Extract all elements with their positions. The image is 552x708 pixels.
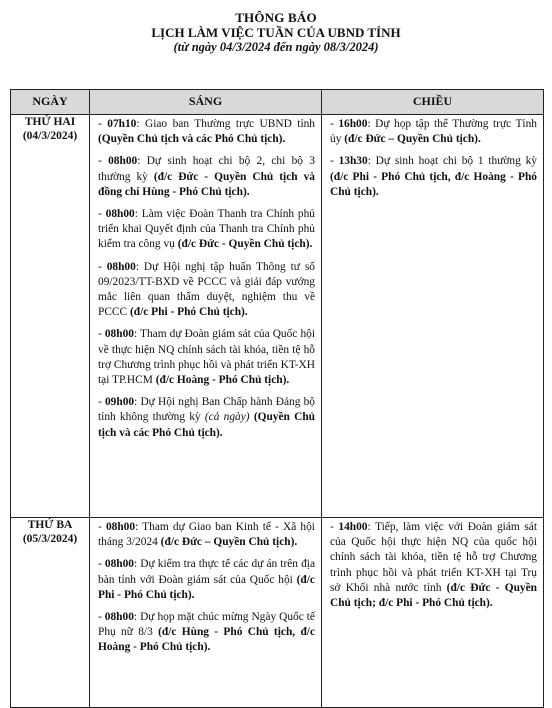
afternoon-cell xyxy=(322,518,544,708)
schedule-entry: - 08h00: Dự họp mặt chúc mừng Ngày Quốc tế Phụ nữ 8/3 (đ/c Hùng - Phó Chủ tịch, đ/c Hoàng - Phó Chủ tịch). xyxy=(98,611,315,654)
entry-text: Dự kiểm tra thực tế các dự án trên địa bàn tỉnh với Đoàn giám sát của Quốc hội xyxy=(98,558,315,586)
entry-time: 08h00 xyxy=(108,155,138,168)
column-header-day: NGÀY xyxy=(11,90,90,115)
table-row xyxy=(11,115,544,518)
schedule-entry: - 09h00: Dự Hội nghị Ban Chấp hành Đảng bộ tỉnh không thường kỳ (cả ngày) (Quyền Chủ tịch và các Phó Chủ tịch). xyxy=(98,396,315,439)
entry-attendees: (đ/c Hoàng - Phó Chủ tịch). xyxy=(155,374,290,387)
day-name: THỨ HAI xyxy=(24,116,76,128)
afternoon-cell xyxy=(322,115,544,518)
schedule-entry: - 07h10: Giao ban Thường trực UBND tỉnh (Quyền Chủ tịch và các Phó Chủ tịch). xyxy=(98,118,315,146)
day-name: THỨ BA xyxy=(27,519,73,531)
entry-time: 08h00 xyxy=(105,521,136,533)
entry-attendees: (Quyền Chủ tịch và các Phó Chủ tịch). xyxy=(98,133,286,146)
morning-cell xyxy=(90,518,322,708)
day-cell xyxy=(11,115,90,518)
column-header-afternoon: CHIỀU xyxy=(322,90,544,115)
entry-time: 14h00 xyxy=(338,521,368,533)
entry-attendees: (đ/c Hùng - Phó Chủ tịch, đ/c Hoàng - Phó Chủ tịch). xyxy=(98,626,315,654)
entry-attendees: (Quyền Chủ tịch và các Phó Chủ tịch). xyxy=(98,411,315,439)
entry-attendees: (đ/c Phi - Phó Chủ tịch, đ/c Hoàng - Phó Chủ tịch). xyxy=(330,170,537,198)
entry-text: Dự họp tập thể Thường trực Tỉnh ủy xyxy=(330,118,537,146)
entry-text: Giao ban Thường trực UBND tỉnh xyxy=(144,118,315,130)
day-date: (05/3/2024) xyxy=(22,533,78,545)
document-subtitle: LỊCH LÀM VIỆC TUẦN CỦA UBND TỈNH xyxy=(151,25,401,40)
date-range: (từ ngày 04/3/2024 đến ngày 08/3/2024) xyxy=(173,40,379,54)
entry-time: 07h10 xyxy=(107,118,137,130)
entry-text: Làm việc Đoàn Thanh tra Chính phủ triển khai Quyết định của Thanh tra Chính phủ kiểm tra công vụ xyxy=(98,208,315,251)
entry-time: 08h00 xyxy=(105,208,135,221)
entry-text: Dự Hội nghị tập huấn Thông tư số 09/2023/TT-BXD về PCCC và giải đáp vướng mắc liên quan thẩm duyệt, nghiệm thu về PCCC xyxy=(98,260,315,319)
schedule-entry: - 08h00: Dự kiểm tra thực tế các dự án trên địa bàn tỉnh với Đoàn giám sát của Quốc hội (đ/c Phi - Phó Chủ tịch). xyxy=(98,558,315,601)
schedule-entry: - 14h00: Tiếp, làm việc với Đoàn giám sát của Quốc hội thực hiện NQ của quốc hội chính sách tài khóa, tiền tệ hỗ trợ Chương trình phục hồi và phát triển KT-XH tại Trụ sở Khối nhà nước tỉnh (đ/c Đức - Quyền Chủ tịch; đ/c Phi - Phó Chủ tịch). xyxy=(330,521,537,610)
entry-attendees: (đ/c Đức - Quyền Chủ tịch và đồng chí Hùng - Phó Chủ tịch). xyxy=(98,170,315,198)
entry-attendees: (đ/c Phi - Phó Chủ tịch). xyxy=(98,573,315,601)
entry-attendees: (đ/c Đức – Quyền Chủ tịch). xyxy=(344,133,481,146)
entry-attendees: (đ/c Đức - Quyền Chủ tịch). xyxy=(177,238,313,251)
schedule-entry: - 08h00: Tham dự Giao ban Kinh tế - Xã hội tháng 3/2024 (đ/c Đức – Quyền Chủ tịch). xyxy=(98,521,315,549)
schedule-entry: - 08h00: Làm việc Đoàn Thanh tra Chính phủ triển khai Quyết định của Thanh tra Chính phủ kiểm tra công vụ (đ/c Đức - Quyền Chủ tịch). xyxy=(98,208,315,251)
entry-time: 08h00 xyxy=(106,260,136,273)
day-date: (04/3/2024) xyxy=(22,130,78,142)
entry-attendees: (đ/c Đức – Quyền Chủ tịch). xyxy=(160,536,298,549)
schedule-table xyxy=(10,89,544,708)
schedule-entry: - 08h00: Dự sinh hoạt chi bộ 2, chi bộ 3 thường kỳ (đ/c Đức - Quyền Chủ tịch và đồng chí Hùng - Phó Chủ tịch). xyxy=(98,155,315,198)
morning-cell xyxy=(90,115,322,518)
entry-time: 08h00 xyxy=(104,328,134,341)
entry-text: Dự sinh hoạt chi bộ 2, chi bộ 3 thường kỳ xyxy=(98,155,315,183)
entry-time: 08h00 xyxy=(104,611,134,624)
schedule-entry: - 16h00: Dự họp tập thể Thường trực Tỉnh ủy (đ/c Đức – Quyền Chủ tịch). xyxy=(330,118,537,146)
entry-text: Tiếp, làm việc với Đoàn giám sát của Quốc hội thực hiện NQ của quốc hội chính sách tài khóa, tiền tệ hỗ trợ Chương trình phục hồi và phát triển KT-XH tại Trụ sở Khối nhà nước tỉnh xyxy=(330,521,537,594)
entry-time: 13h30 xyxy=(338,155,368,168)
entry-text: Tham dự Đoàn giám sát của Quốc hội về thực hiện NQ chính sách tài khóa, tiền tệ hỗ trợ Chương trình phục hồi và phát triển KT-XH tại TP.HCM xyxy=(98,328,315,387)
entry-note: (cả ngày) xyxy=(204,411,250,424)
entry-time: 09h00 xyxy=(104,396,135,409)
entry-attendees: (đ/c Đức - Quyền Chủ tịch; đ/c Phi - Phó Chủ tịch). xyxy=(330,581,537,610)
entry-text: Tham dự Giao ban Kinh tế - Xã hội tháng 3/2024 xyxy=(98,521,315,549)
schedule-entry: - 13h30: Dự sinh hoạt chi bộ 1 thường kỳ (đ/c Phi - Phó Chủ tịch, đ/c Hoàng - Phó Chủ tịch). xyxy=(330,155,537,198)
entry-text: Dự họp mặt chúc mừng Ngày Quốc tế Phụ nữ 8/3 xyxy=(98,611,315,639)
schedule-entry: - 08h00: Tham dự Đoàn giám sát của Quốc hội về thực hiện NQ chính sách tài khóa, tiền tệ hỗ trợ Chương trình phục hồi và phát triển KT-XH tại TP.HCM (đ/c Hoàng - Phó Chủ tịch). xyxy=(98,328,315,387)
table-row xyxy=(11,518,544,708)
entry-time: 08h00 xyxy=(104,558,135,571)
document-header xyxy=(0,0,552,55)
entry-time: 16h00 xyxy=(338,118,368,130)
day-cell xyxy=(11,518,90,708)
schedule-entry: - 08h00: Dự Hội nghị tập huấn Thông tư số 09/2023/TT-BXD về PCCC và giải đáp vướng mắc liên quan thẩm duyệt, nghiệm thu về PCCC (đ/c Phi - Phó Chủ tịch). xyxy=(98,260,315,319)
entry-text: Dự Hội nghị Ban Chấp hành Đảng bộ tỉnh không thường kỳ xyxy=(98,396,315,424)
column-header-morning: SÁNG xyxy=(90,90,322,115)
entry-attendees: (đ/c Phi - Phó Chủ tịch). xyxy=(129,306,248,319)
entry-text: Dự sinh hoạt chi bộ 1 thường kỳ xyxy=(375,155,537,168)
document-title: THÔNG BÁO xyxy=(235,10,317,25)
table-header-row xyxy=(11,90,544,115)
